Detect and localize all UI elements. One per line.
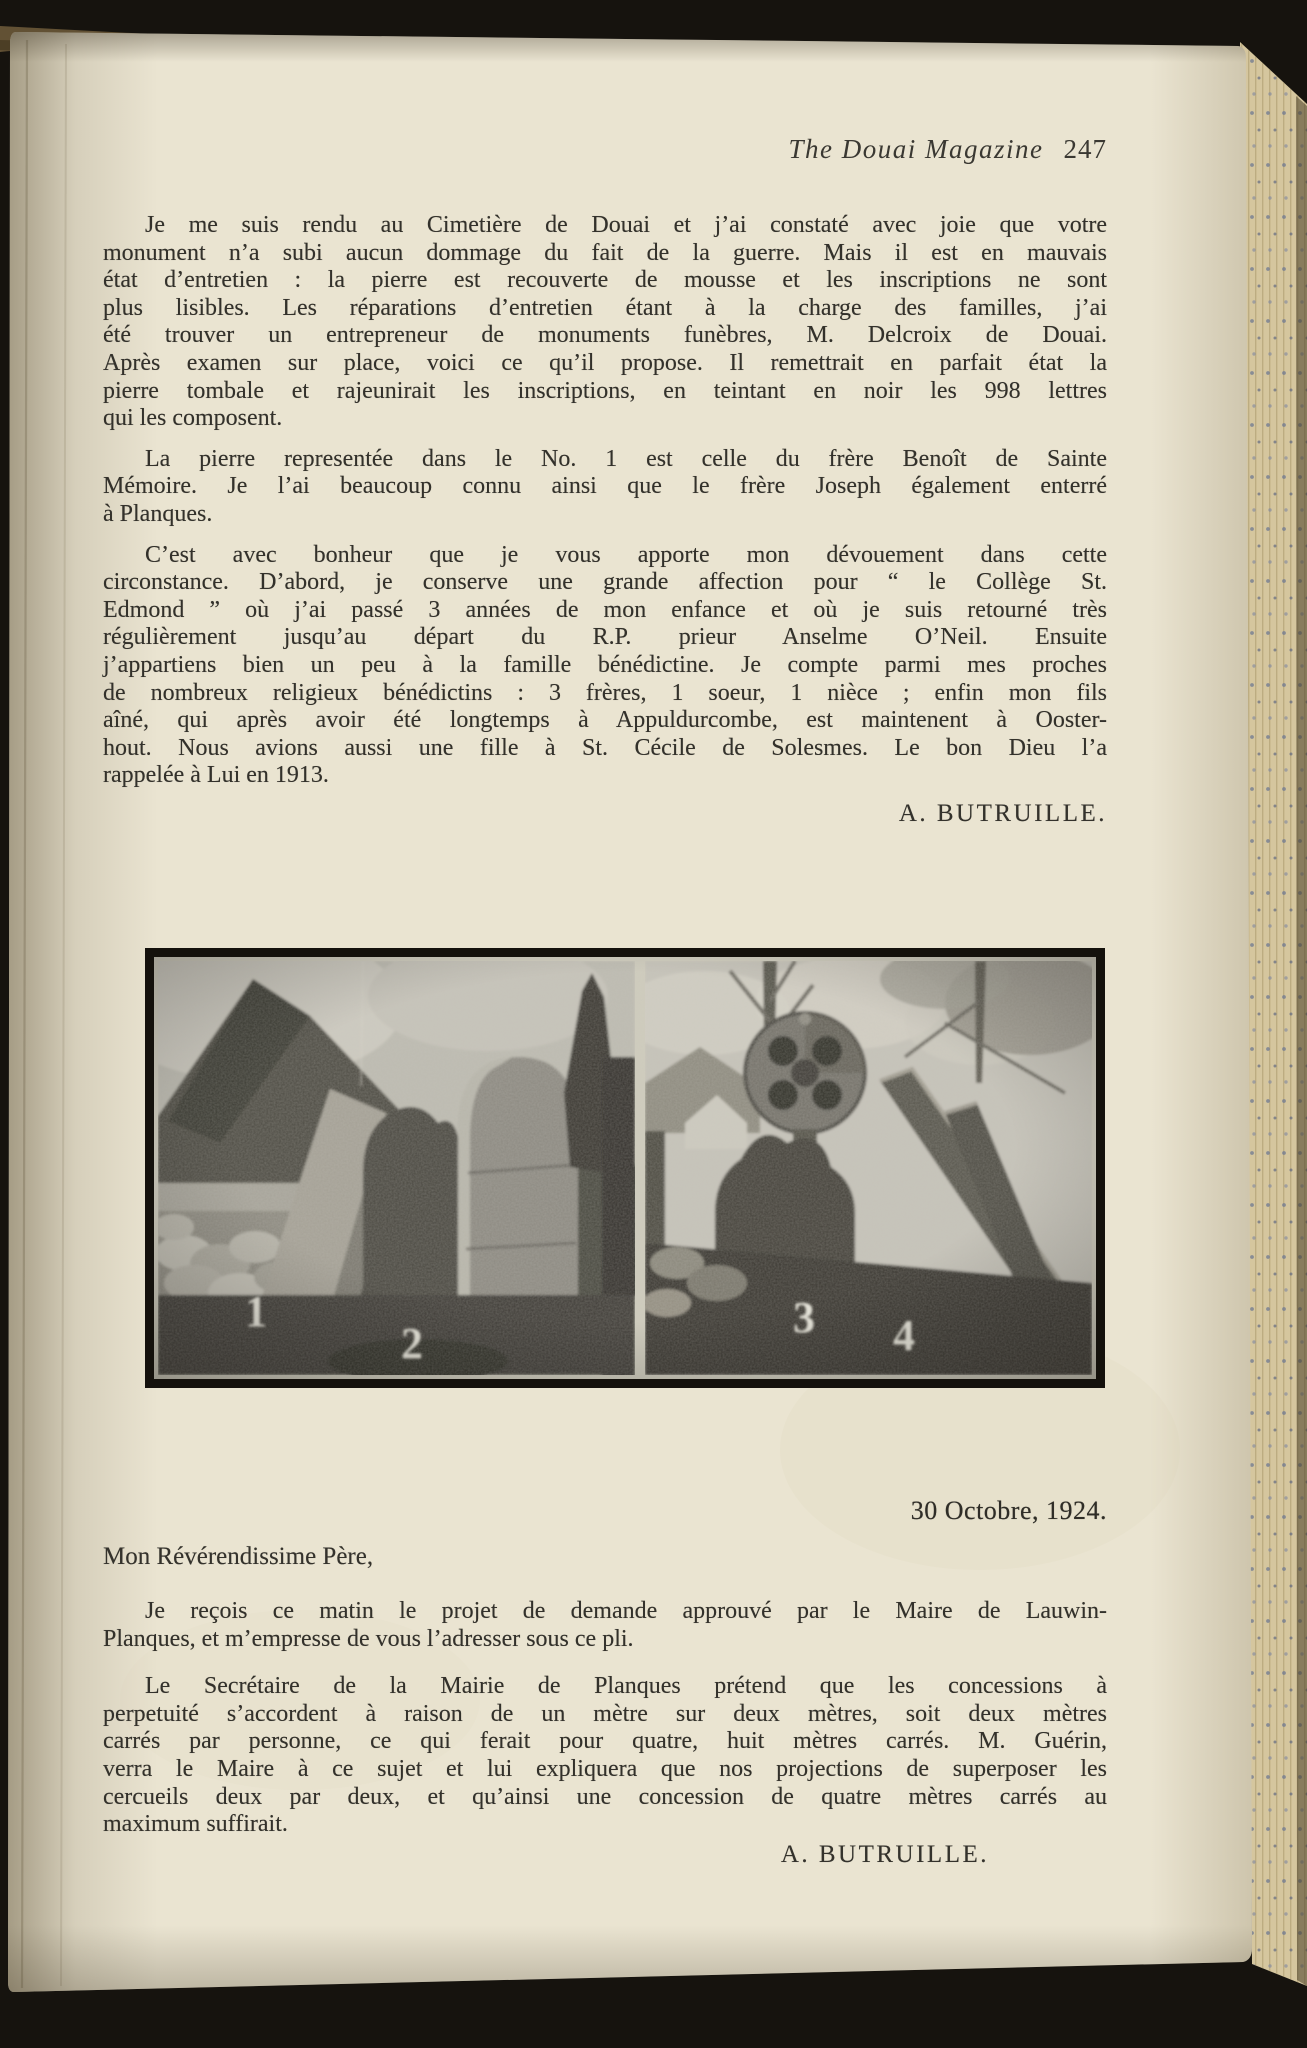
- letter-first-body: [103, 212, 1107, 790]
- text-line: pierre tombale et rajeunirait les inscriptions, en teintant en noir les 998 lettres: [103, 377, 1107, 404]
- text-line: Après examen sur place, voici ce qu’il propose. Il remettrait en parfait état la: [103, 349, 1107, 376]
- signature-second: A. BUTRUILLE.: [780, 1840, 989, 1868]
- letter-paragraph: [103, 212, 1107, 433]
- text-line: de nombreux religieux bénédictins : 3 frères, 1 soeur, 1 nièce ; enfin mon fils: [103, 679, 1107, 706]
- page-number: 247: [1063, 134, 1107, 164]
- text-line: hout. Nous avions aussi une fille à St. Cécile de Solesmes. Le bon Dieu l’a: [103, 734, 1107, 761]
- text-line: Je me suis rendu au Cimetière de Douai et j’ai constaté avec joie que votre: [145, 212, 1107, 238]
- text-line: maximum suffirait.: [103, 1811, 288, 1838]
- letter-paragraph: [103, 1598, 1107, 1653]
- text-line: La pierre representée dans le No. 1 est celle du frère Benoît de Sainte: [145, 445, 1107, 472]
- running-header: [103, 134, 1107, 165]
- letter-first: [103, 212, 1107, 827]
- text-line: monument n’a subi aucun dommage du fait de la guerre. Mais il est en mauvais: [103, 239, 1107, 266]
- text-line: Le Secrétaire de la Mairie de Planques prétend que les concessions à: [145, 1673, 1107, 1700]
- text-line: C’est avec bonheur que je vous apporte mon dévouement dans cette: [145, 541, 1107, 568]
- text-line: Je reçois ce matin le projet de demande approuvé par le Maire de Lauwin-: [145, 1598, 1107, 1624]
- letter-paragraph: [103, 1673, 1107, 1839]
- text-line: perpetuité s’accordent à raison de un mètre sur deux mètres, soit deux mètres: [103, 1700, 1107, 1727]
- gravestones-photo: [145, 948, 1105, 1388]
- text-line: Mémoire. Je l’ai beaucoup connu ainsi que le frère Joseph également enterré: [103, 473, 1107, 500]
- letter-date: 30 Octobre, 1924.: [910, 1496, 1107, 1525]
- text-line: j’appartiens bien un peu à la famille bénédictine. Je compte parmi mes proches: [103, 651, 1107, 678]
- letter-second: [103, 1598, 1107, 1868]
- text-line: cercueils deux par deux, et qu’ainsi une concession de quatre mètres carrés au: [103, 1783, 1107, 1810]
- text-line: aîné, qui après avoir été longtemps à Appuldurcombe, est maintenent à Ooster-: [103, 707, 1107, 734]
- text-line: verra le Maire à ce sujet et lui expliquera que nos projections de superposer les: [103, 1755, 1107, 1782]
- text-line: plus lisibles. Les réparations d’entretien étant à la charge des familles, j’ai: [103, 294, 1107, 321]
- letter-salutation: Mon Révérendissime Père,: [103, 1543, 374, 1570]
- text-line: qui les composent.: [103, 405, 283, 432]
- text-line: rappelée à Lui en 1913.: [103, 762, 329, 789]
- cemetery-photograph-figure: [145, 948, 1105, 1388]
- signature-first: A. BUTRUILLE.: [898, 799, 1107, 827]
- letter-paragraph: [103, 542, 1107, 790]
- text-line: régulièrement jusqu’au départ du R.P. prieur Anselme O’Neil. Ensuite: [103, 624, 1107, 651]
- text-line: circonstance. D’abord, je conserve une grande affection pour “ le Collège St.: [103, 569, 1107, 596]
- letter-paragraph: [103, 446, 1107, 529]
- text-line: état d’entretien : la pierre est recouverte de mousse et les inscriptions ne sont: [103, 267, 1107, 294]
- text-line: Edmond ” où j’ai passé 3 années de mon enfance et où je suis retourné très: [103, 596, 1107, 623]
- text-line: à Planques.: [103, 500, 213, 527]
- text-line: été trouver un entrepreneur de monuments funèbres, M. Delcroix de Douai.: [103, 322, 1107, 349]
- text-line: Planques, et m’empresse de vous l’adresser sous ce pli.: [103, 1625, 634, 1652]
- magazine-title: The Douai Magazine: [788, 134, 1044, 164]
- letter-second-body: [103, 1598, 1107, 1839]
- text-line: carrés par personne, ce qui ferait pour quatre, huit mètres carrés. M. Guérin,: [103, 1728, 1107, 1755]
